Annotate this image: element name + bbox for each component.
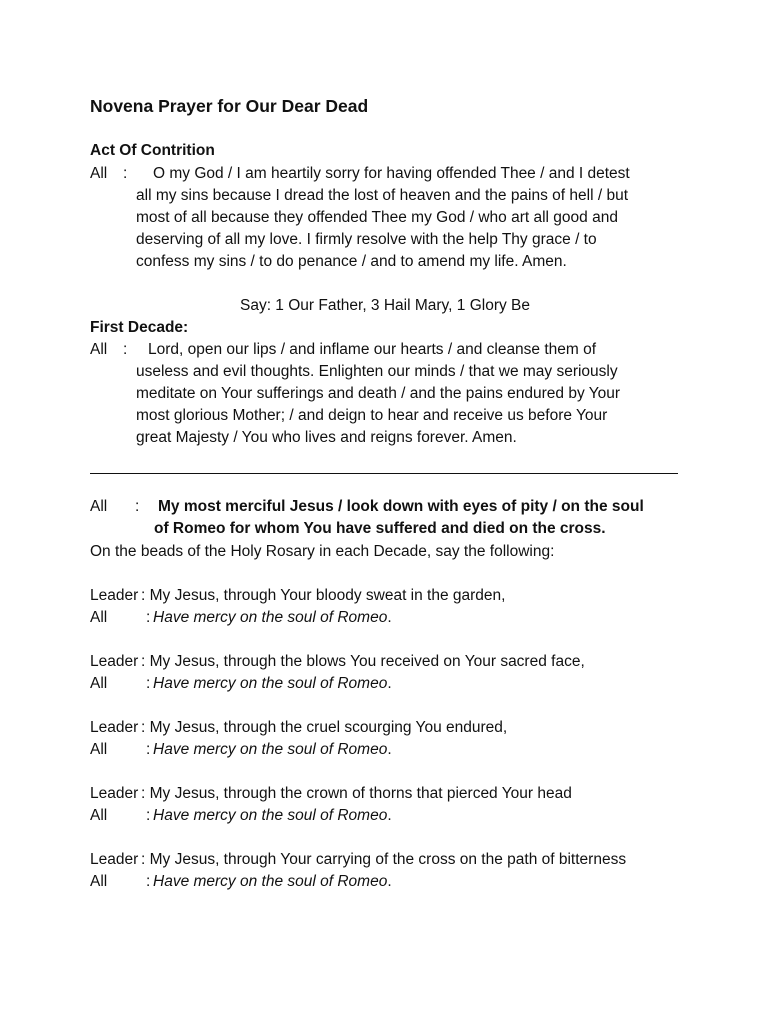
response-period: . (387, 609, 392, 626)
merciful-line: My most merciful Jesus / look down with eyes of pity / on the soul (158, 498, 644, 515)
horizontal-divider (90, 473, 678, 474)
response-period: . (387, 807, 392, 824)
leader-text: : My Jesus, through the cruel scourging You endured, (141, 719, 508, 736)
leader-label: Leader (90, 785, 139, 802)
contrition-speaker: All (90, 165, 108, 182)
response-text: Have mercy on the soul of Romeo (153, 873, 388, 890)
leader-label: Leader (90, 653, 139, 670)
say-line: Say: 1 Our Father, 3 Hail Mary, 1 Glory Be (239, 297, 530, 314)
leader-label: Leader (90, 587, 139, 604)
response-text: Have mercy on the soul of Romeo (153, 609, 388, 626)
all-colon: : (146, 675, 151, 692)
all-colon: : (146, 807, 151, 824)
all-label: All (90, 675, 108, 692)
merciful-text (154, 496, 644, 540)
first-decade-text (136, 339, 620, 449)
leader-text: : My Jesus, through the blows You received on Your sacred face, (141, 653, 585, 670)
first-decade-speaker: All (90, 341, 108, 358)
document-title: Novena Prayer for Our Dear Dead (90, 96, 369, 116)
contrition-line: all my sins because I dread the lost of heaven and the pains of hell / but (136, 187, 629, 204)
contrition-line: confess my sins / to do penance / and to amend my life. Amen. (136, 253, 567, 270)
response-text: Have mercy on the soul of Romeo (153, 807, 388, 824)
contrition-colon: : (123, 165, 128, 182)
all-colon: : (146, 873, 151, 890)
all-label: All (90, 741, 108, 758)
first-decade-line: Lord, open our lips / and inflame our hearts / and cleanse them of (148, 341, 597, 358)
first-decade-line: useless and evil thoughts. Enlighten our minds / that we may seriously (136, 363, 618, 380)
all-label: All (90, 609, 108, 626)
all-colon: : (146, 609, 151, 626)
document-page (90, 0, 690, 1024)
contrition-text (136, 163, 630, 273)
merciful-line: of Romeo for whom You have suffered and died on the cross. (154, 520, 606, 537)
leader-text: : My Jesus, through Your carrying of the cross on the path of bitterness (141, 851, 627, 868)
first-decade-colon: : (123, 341, 128, 358)
response-period: . (387, 675, 392, 692)
first-decade-line: most glorious Mother; / and deign to hear and receive us before Your (136, 407, 608, 424)
all-label: All (90, 807, 108, 824)
leader-text: : My Jesus, through the crown of thorns that pierced Your head (141, 785, 572, 802)
first-decade-line: great Majesty / You who lives and reigns forever. Amen. (136, 429, 517, 446)
contrition-heading: Act Of Contrition (90, 142, 215, 159)
rosary-instruction: On the beads of the Holy Rosary in each Decade, say the following: (90, 543, 555, 560)
contrition-line: O my God / I am heartily sorry for having offended Thee / and I detest (153, 165, 630, 182)
response-period: . (387, 873, 392, 890)
all-colon: : (146, 741, 151, 758)
first-decade-line: meditate on Your sufferings and death / and the pains endured by Your (136, 385, 621, 402)
leader-label: Leader (90, 851, 139, 868)
merciful-colon: : (135, 498, 140, 515)
leader-label: Leader (90, 719, 139, 736)
merciful-speaker: All (90, 498, 108, 515)
first-decade-heading: First Decade: (90, 319, 189, 336)
response-text: Have mercy on the soul of Romeo (153, 741, 388, 758)
response-text: Have mercy on the soul of Romeo (153, 675, 388, 692)
response-period: . (387, 741, 392, 758)
contrition-line: deserving of all my love. I firmly resolve with the help Thy grace / to (136, 231, 597, 248)
all-label: All (90, 873, 108, 890)
leader-text: : My Jesus, through Your bloody sweat in the garden, (141, 587, 506, 604)
contrition-line: most of all because they offended Thee my God / who art all good and (136, 209, 618, 226)
